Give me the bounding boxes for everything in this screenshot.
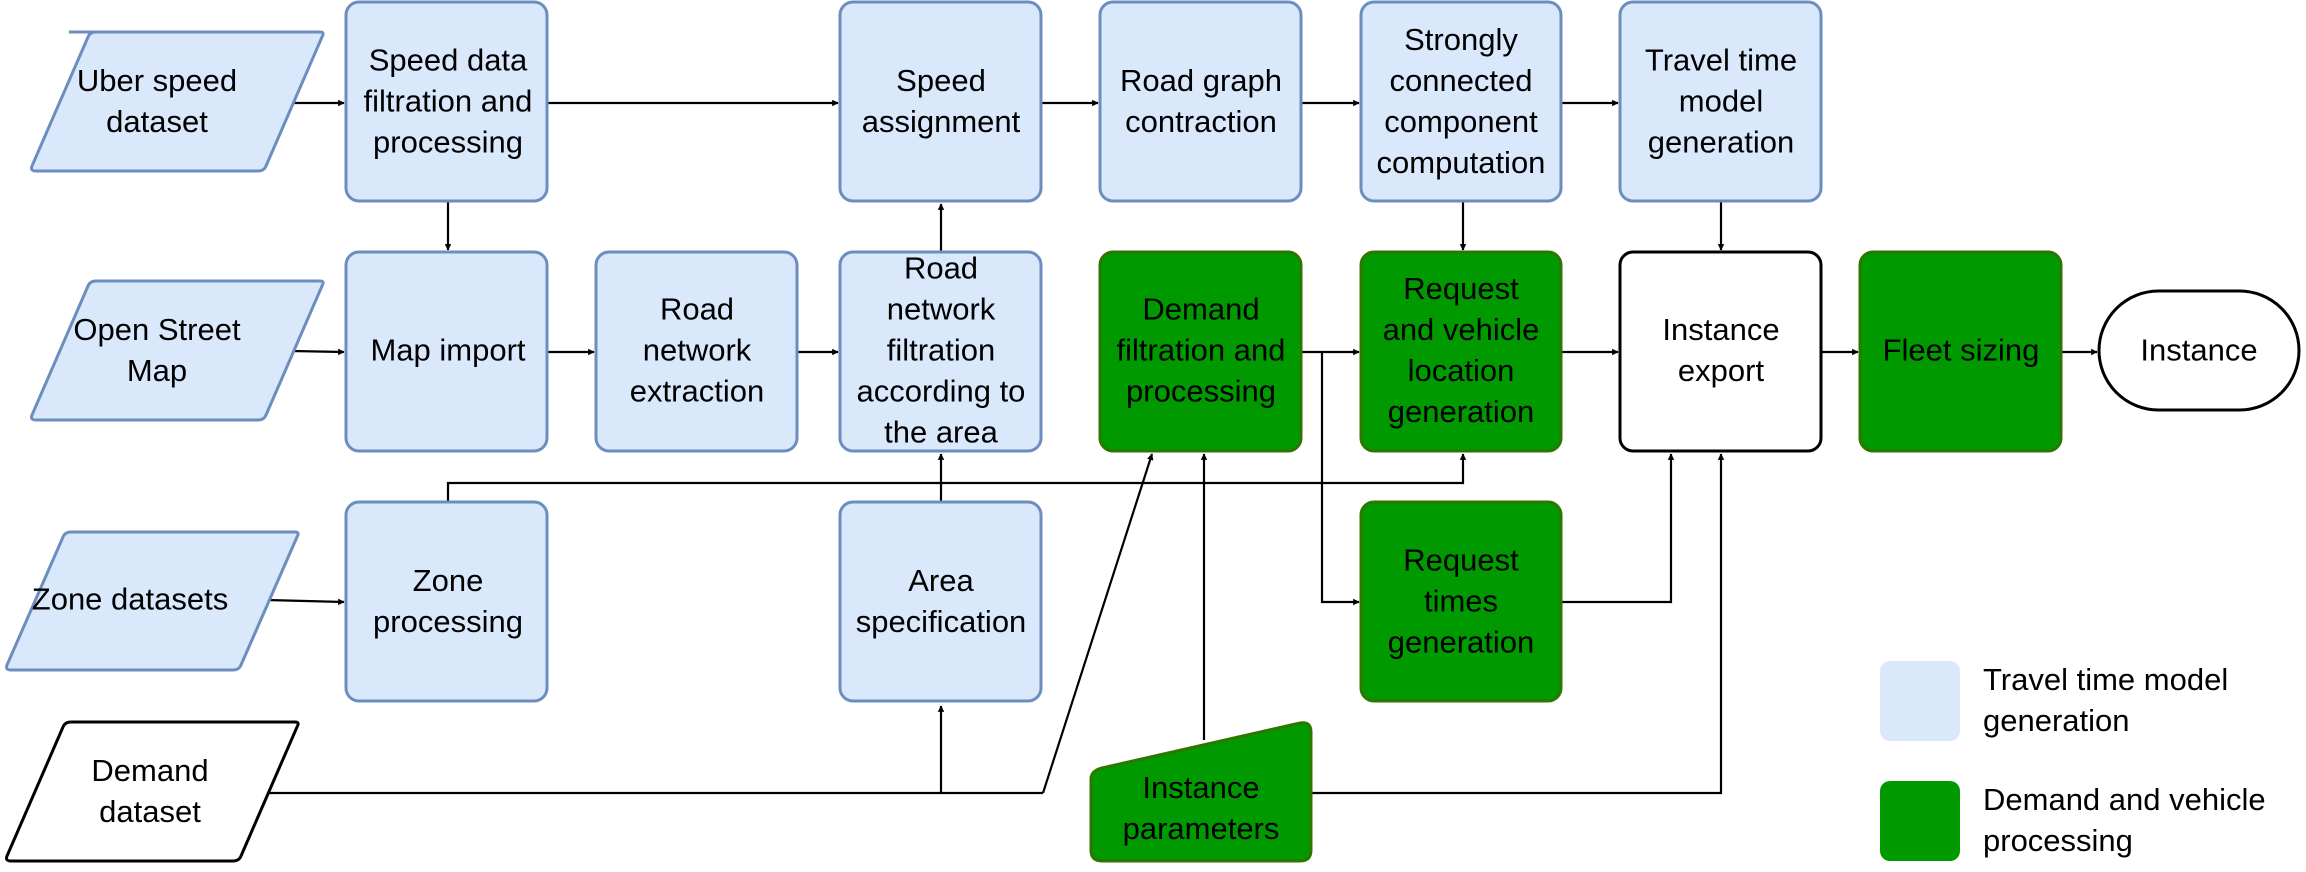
label-line: filtration and [1116,332,1286,368]
label-line: Fleet sizing [1882,332,2040,368]
label-line: dataset [106,104,208,139]
demand-filtration-box [1100,252,1301,451]
label-line: Zone datasets [31,581,229,617]
label-line: Road [659,291,735,327]
label-line: network [886,291,996,327]
label-line: Map import [370,332,526,368]
road-graph-contraction-box [1100,2,1301,201]
instance-label [2140,333,2257,368]
instance-terminal [2099,291,2299,410]
label-line: Area [908,563,974,598]
label-line: export [1677,353,1765,388]
label-line: times [1423,583,1499,619]
road-network-extraction-box [596,252,797,451]
uber-speed-dataset-shape [32,32,324,171]
label-line: location [1407,353,1515,388]
label-line: Demand [1142,291,1260,327]
legend [1880,661,2266,861]
label-line: Demand [91,753,209,788]
label-line: extraction [629,373,765,409]
label-line: parameters [1122,811,1280,846]
label-line: Zone [412,563,484,598]
label-line: filtration and [363,83,533,119]
open-street-map-shape [32,281,324,420]
scc-computation-box [1361,2,1561,201]
edge-zoneproc-to-reqveh [448,454,1463,502]
fleet-sizing-box [1860,252,2061,451]
speed-assignment-box [840,2,1041,201]
edge-demand-to-area [268,706,941,793]
label-line: Open Street [73,312,241,347]
instance-parameters [1091,723,1311,861]
label-line: Speed data [368,42,528,78]
data-inputs [7,32,324,861]
legend-label-demand [1983,782,2266,858]
edge-osm-to-mapimport [292,351,344,352]
edge-zones-to-zoneproc [267,600,344,602]
label-line: generation [1983,703,2130,738]
zone-processing-box [346,502,547,701]
label-line: the area [884,414,998,450]
request-times-box [1361,502,1561,701]
speed-data-filtration-label [364,43,533,160]
travel-time-model-box [1620,2,1821,201]
legend-label-travel-time [1983,662,2228,738]
label-line: generation [1647,124,1795,160]
legend-swatch-demand [1880,781,1960,861]
zone-datasets [32,582,228,617]
speed-data-filtration-box [346,2,547,201]
label-line: assignment [861,104,1021,139]
edge-demand-to-demandfilt-b [1043,454,1152,793]
label-line: contraction [1125,104,1277,139]
label-line: processing [1126,373,1276,409]
legend-swatch-travel-time [1880,661,1960,741]
label-line: Request [1403,542,1519,578]
map-import-box [346,252,547,451]
map-import-label [370,333,525,368]
demand-dataset-shape [7,722,299,861]
label-line: Request [1403,271,1519,306]
label-line: Travel time model [1983,662,2229,697]
label-line: Instance [1142,770,1260,805]
label-line: processing [373,604,523,639]
label-line: dataset [99,794,201,829]
label-line: Road [903,250,979,286]
label-line: component [1384,104,1538,139]
label-line: Travel time [1644,42,1798,78]
label-line: and vehicle [1382,312,1540,347]
label-line: processing [1983,823,2133,858]
label-line: specification [855,604,1027,639]
label-line: Speed [896,63,986,98]
label-line: connected [1389,63,1533,98]
instance-export-box [1620,252,1821,451]
label-line: Map [126,353,188,388]
label-line: generation [1387,394,1535,429]
label-line: network [642,332,752,368]
label-line: generation [1387,624,1535,660]
edge-reqtimes-to-export [1561,454,1671,602]
label-line: Demand and vehicle [1983,782,2266,817]
label-line: model [1678,83,1764,119]
label-line: Road graph [1119,63,1283,98]
road-network-filtration-box [840,251,1041,452]
label-line: computation [1376,145,1546,180]
fleet-sizing-label [1883,333,2040,368]
label-line: Strongly [1404,22,1518,57]
area-specification-box [840,502,1041,701]
label-line: Instance [2140,332,2258,368]
label-line: processing [373,124,523,160]
edge-demandfilt-to-reqtimes [1322,352,1359,602]
label-line: Uber speed [76,63,238,98]
request-vehicle-location-box [1361,252,1561,451]
label-line: filtration [886,332,996,368]
label-line: Instance [1662,312,1780,347]
label-line: according to [856,373,1026,409]
